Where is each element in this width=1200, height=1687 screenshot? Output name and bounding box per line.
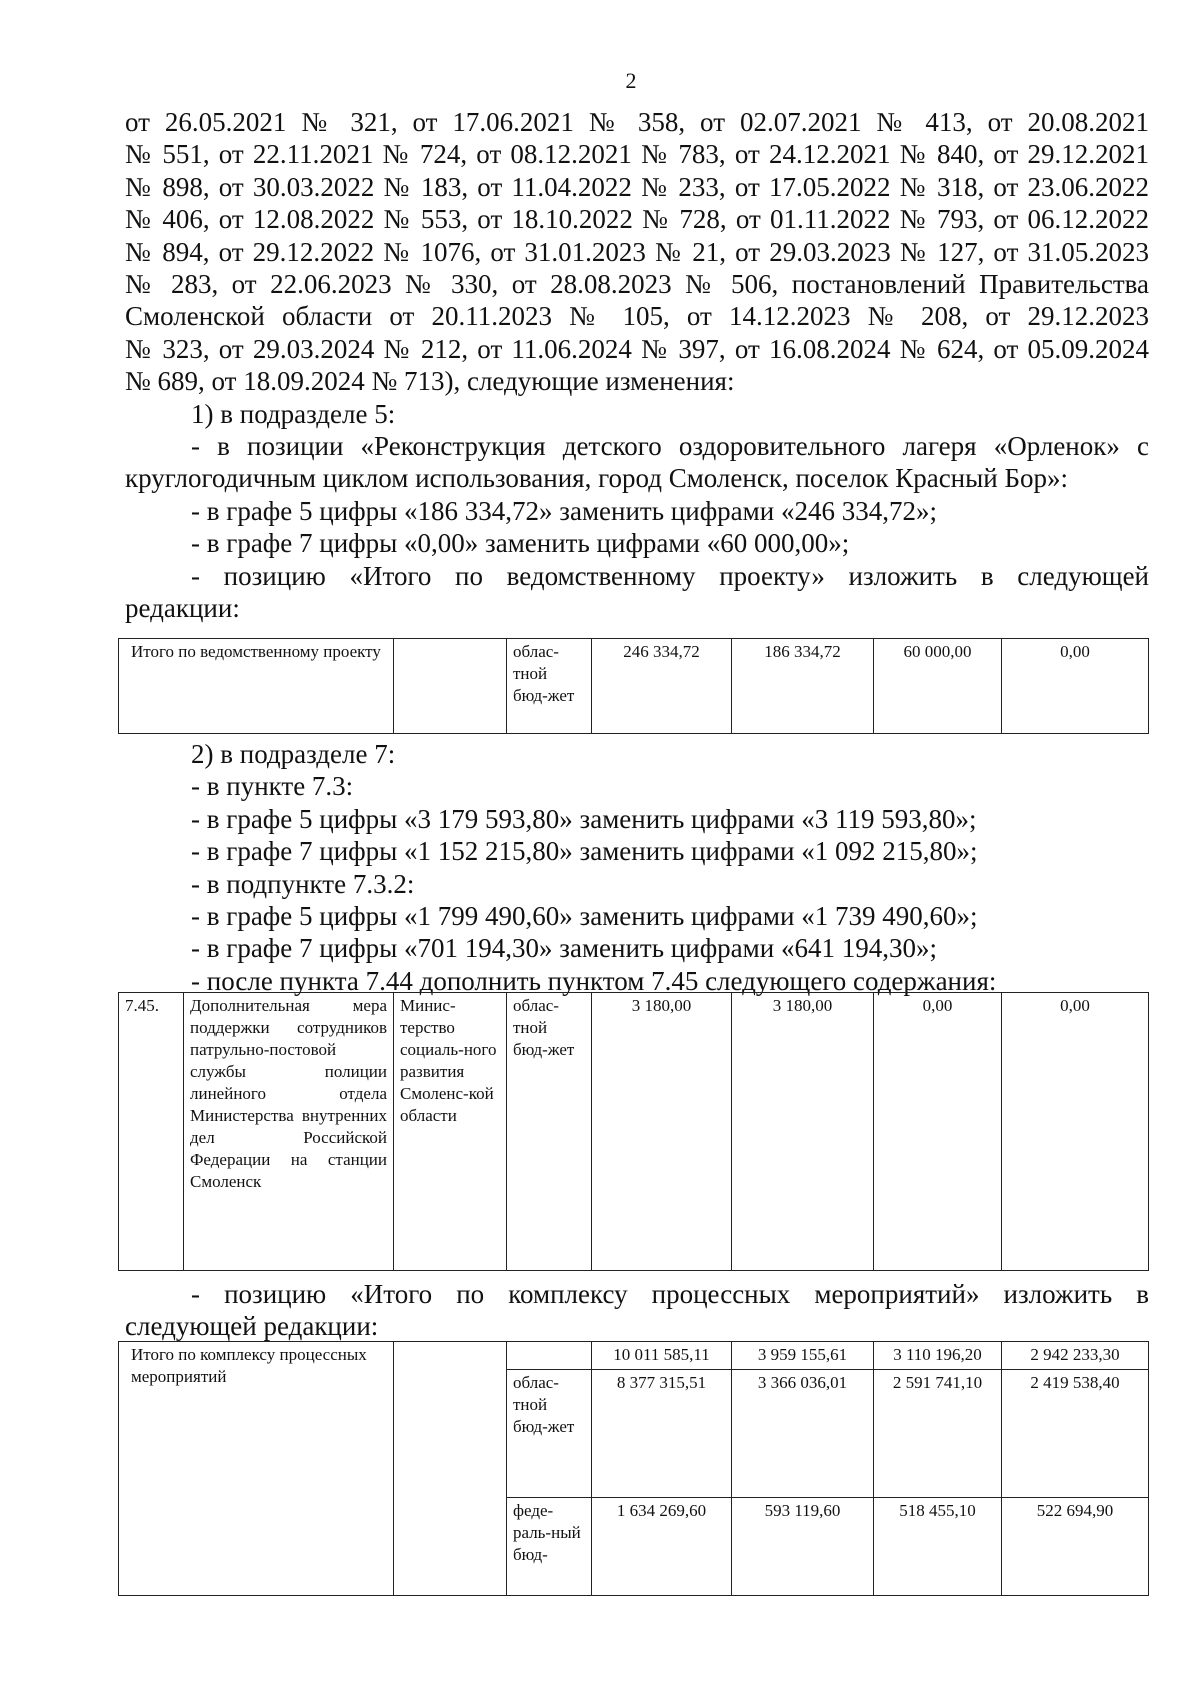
value-cell: 1 634 269,60: [592, 1498, 732, 1596]
row-name: Итого по комплексу процессных мероприятий: [119, 1342, 394, 1596]
section7-col5: - в графе 5 цифры «3 179 593,80» заменить цифрами «3 119 593,80»;: [191, 803, 977, 834]
row-source: феде-раль-ный бюд-: [507, 1498, 592, 1596]
section7-subpoint: - в подпункте 7.3.2:: [191, 868, 415, 899]
value-cell: 0,00: [874, 993, 1002, 1271]
value-cell: 2 419 538,40: [1002, 1370, 1149, 1498]
intro-line: № 898, от 30.03.2022 № 183, от 11.04.2022 № 233, от 17.05.2022 № 318, от 23.06.2022: [125, 171, 1149, 202]
intro-line: Смоленской области от 20.11.2023 № 105, от 14.12.2023 № 208, от 29.12.2023: [125, 301, 1149, 332]
value-cell: 3 366 036,01: [732, 1370, 874, 1498]
value-cell: 60 000,00: [874, 639, 1002, 734]
row-executor: Минис-терство социаль-ного развития Смоленс-кой области: [394, 993, 507, 1271]
section5-itogo-line: - позицию «Итого по ведомственному проекту» изложить в следующей: [191, 560, 1149, 591]
value-cell: 522 694,90: [1002, 1498, 1149, 1596]
complex-block: [125, 1278, 1149, 1343]
table-point-745: [118, 992, 1149, 1271]
col-empty: [394, 1342, 507, 1596]
intro-line: № 406, от 12.08.2022 № 553, от 18.10.2022 № 728, от 01.11.2022 № 793, от 06.12.2022: [125, 204, 1149, 235]
row-name: Дополнительная мера поддержки сотрудников патрульно-постовой службы полиции линейного отдела Министерства внутренних дел Российской Федерации на станции Смоленск: [184, 993, 394, 1271]
value-cell: 3 180,00: [592, 993, 732, 1271]
table-row: [119, 1342, 1149, 1370]
section7-sub-col7: - в графе 7 цифры «701 194,30» заменить цифрами «641 194,30»;: [191, 933, 937, 964]
intro-line: № 283, от 22.06.2023 № 330, от 28.08.2023 № 506, постановлений Правительства: [125, 269, 1149, 300]
table-complex: [118, 1341, 1149, 1596]
row-source: [507, 1342, 592, 1370]
section7-col7: - в графе 7 цифры «1 152 215,80» заменить цифрами «1 092 215,80»;: [191, 836, 978, 867]
section7-point: - в пункте 7.3:: [191, 771, 354, 802]
intro-line: № 551, от 22.11.2021 № 724, от 08.12.2021 № 783, от 24.12.2021 № 840, от 29.12.2021: [125, 139, 1149, 170]
section7-sub-col5: - в графе 5 цифры «1 799 490,60» заменить цифрами «1 739 490,60»;: [191, 901, 978, 932]
intro-line: № 323, от 29.03.2024 № 212, от 11.06.2024 № 397, от 16.08.2024 № 624, от 05.09.2024: [125, 333, 1149, 364]
value-cell: 593 119,60: [732, 1498, 874, 1596]
section5-col7: - в графе 7 цифры «0,00» заменить цифрами «60 000,00»;: [191, 528, 850, 559]
value-cell: 3 180,00: [732, 993, 874, 1271]
value-cell: 3 110 196,20: [874, 1342, 1002, 1370]
value-cell: 2 942 233,30: [1002, 1342, 1149, 1370]
row-source: облас-тной бюд-жет: [507, 1370, 592, 1498]
section7-block: [125, 738, 1149, 997]
complex-line: следующей редакции:: [125, 1311, 379, 1342]
intro-paragraph: [125, 106, 1149, 625]
value-cell: 0,00: [1002, 993, 1149, 1271]
value-cell: 186 334,72: [732, 639, 874, 734]
page-number: 2: [625, 68, 637, 93]
row-name: Итого по ведомственному проекту: [119, 639, 394, 734]
row-number: 7.45.: [119, 993, 184, 1271]
intro-line: № 894, от 29.12.2022 № 1076, от 31.01.2023 № 21, от 29.03.2023 № 127, от 31.05.2023: [125, 236, 1149, 267]
value-cell: 2 591 741,10: [874, 1370, 1002, 1498]
value-cell: 246 334,72: [592, 639, 732, 734]
value-cell: 0,00: [1002, 639, 1149, 734]
value-cell: 3 959 155,61: [732, 1342, 874, 1370]
value-cell: 10 011 585,11: [592, 1342, 732, 1370]
intro-line: № 689, от 18.09.2024 № 713), следующие изменения:: [125, 366, 735, 397]
value-cell: 8 377 315,51: [592, 1370, 732, 1498]
section5-heading: 1) в подразделе 5:: [191, 398, 396, 429]
section7-after: - после пункта 7.44 дополнить пунктом 7.45 следующего содержания:: [191, 965, 997, 996]
table-vedomstvenny: [118, 638, 1149, 734]
table-row: [119, 993, 1149, 1271]
section5-col5: - в графе 5 цифры «186 334,72» заменить цифрами «246 334,72»;: [191, 495, 937, 526]
value-cell: 518 455,10: [874, 1498, 1002, 1596]
col-empty: [394, 639, 507, 734]
table-row: [119, 639, 1149, 734]
complex-line: - позицию «Итого по комплексу процессных мероприятий» изложить в: [191, 1279, 1149, 1309]
section7-heading: 2) в подразделе 7:: [191, 739, 396, 769]
section5-position-line: круглогодичным циклом использования, город Смоленск, поселок Красный Бор»:: [125, 463, 1068, 494]
section5-itogo-line: редакции:: [125, 593, 240, 624]
section5-position-line: - в позиции «Реконструкция детского оздоровительного лагеря «Орленок» с: [191, 431, 1149, 462]
row-source: облас-тной бюд-жет: [507, 639, 592, 734]
intro-line: от 26.05.2021 № 321, от 17.06.2021 № 358, от 02.07.2021 № 413, от 20.08.2021: [125, 107, 1149, 137]
row-source: облас-тной бюд-жет: [507, 993, 592, 1271]
